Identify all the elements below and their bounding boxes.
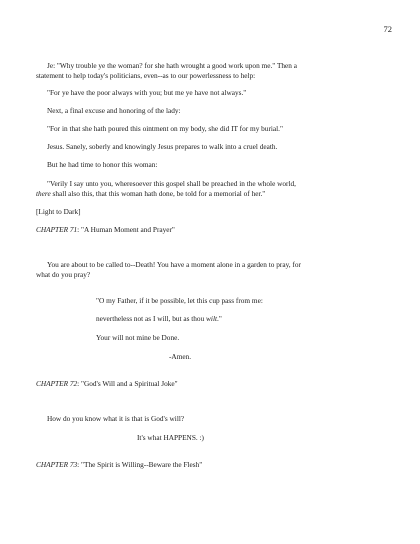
quote-line: "For ye have the poor always with you; but me ye have not always." [47,88,247,97]
emphasis-text: there [36,189,51,198]
text-line: Je: "Why trouble ye the woman? for she hath wrought a good work upon me." Then a [47,61,298,70]
chapter-label: CHAPTER 73 [36,460,78,469]
quote-line: "For in that she hath poured this ointment on my body, she did IT for my burial." [47,124,283,133]
section-marker: [Light to Dark] [36,207,81,216]
chapter-heading [36,379,178,389]
text-line: But he had time to honor this woman: [47,160,158,169]
text-line: Your will not mine be Done. [96,333,180,342]
chapter-heading [36,460,202,470]
chapter-title: : "God's Will and a Spiritual Joke" [77,379,178,388]
text-fragment: ." [217,314,222,323]
text-line: Jesus. Sanely, soberly and knowingly Jesus prepares to walk into a cruel death. [47,142,278,151]
text-line: statement to help today's politicians, even--as to our powerlessness to help: [36,71,256,80]
quote-line [36,189,265,199]
text-fragment: shall also this, that this woman hath done, be told for a memorial of her." [50,189,266,198]
page-number: 72 [383,24,392,34]
chapter-heading [36,225,175,235]
text-line: -Amen. [169,352,192,361]
text-line: Next, a final excuse and honoring of the lady: [47,106,181,115]
quote-line: "O my Father, if it be possible, let this cup pass from me: [96,296,263,305]
chapter-label: CHAPTER 72 [36,379,78,388]
chapter-title: : "A Human Moment and Prayer" [77,225,175,234]
quote-line: "Verily I say unto you, wheresoever this gospel shall be preached in the whole world, [47,179,296,188]
text-fragment: nevertheless not as I will, but as thou [96,314,207,323]
emphasis-text: wilt [206,314,217,323]
chapter-title: : "The Spirit is Willing--Beware the Flesh" [77,460,203,469]
text-line: what do you pray? [36,270,91,279]
text-line: You are about to be called to--Death! You have a moment alone in a garden to pray, for [47,260,301,269]
text-line: It's what HAPPENS. :) [137,433,204,442]
text-line: How do you know what it is that is God's will? [47,414,185,423]
quote-line [96,314,222,324]
chapter-label: CHAPTER 71 [36,225,78,234]
